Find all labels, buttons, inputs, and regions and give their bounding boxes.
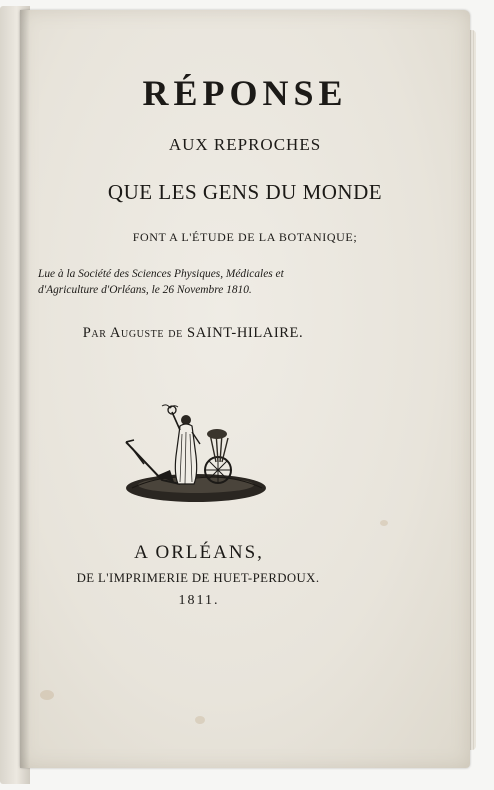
subtitle-line-2: QUE LES GENS DU MONDE — [107, 180, 383, 204]
foxing-spot — [40, 690, 54, 700]
book-title: RÉPONSE — [142, 73, 348, 113]
subtitle-line-3: FONT A L'ÉTUDE DE LA BOTANIQUE; — [132, 230, 358, 244]
gutter-shadow — [20, 10, 30, 768]
imprint-year: 1811. — [178, 593, 220, 608]
subtitle-line-1: AUX REPROCHES — [168, 135, 322, 154]
imprint-printer: DE L'IMPRIMERIE DE HUET-PERDOUX. — [76, 571, 320, 585]
title-page — [20, 10, 470, 768]
foxing-spot — [380, 520, 388, 526]
foxing-spot — [195, 716, 205, 724]
author-line: Par Auguste de SAINT-HILAIRE. — [82, 325, 304, 341]
reading-note-line-2: d'Agriculture d'Orléans, le 26 Novembre 1810. — [38, 284, 252, 296]
imprint-city: A ORLÉANS, — [134, 542, 264, 563]
vignette-engraving — [122, 404, 268, 508]
reading-note-line-1: Lue à la Société des Sciences Physiques, Médicales et — [38, 268, 284, 280]
